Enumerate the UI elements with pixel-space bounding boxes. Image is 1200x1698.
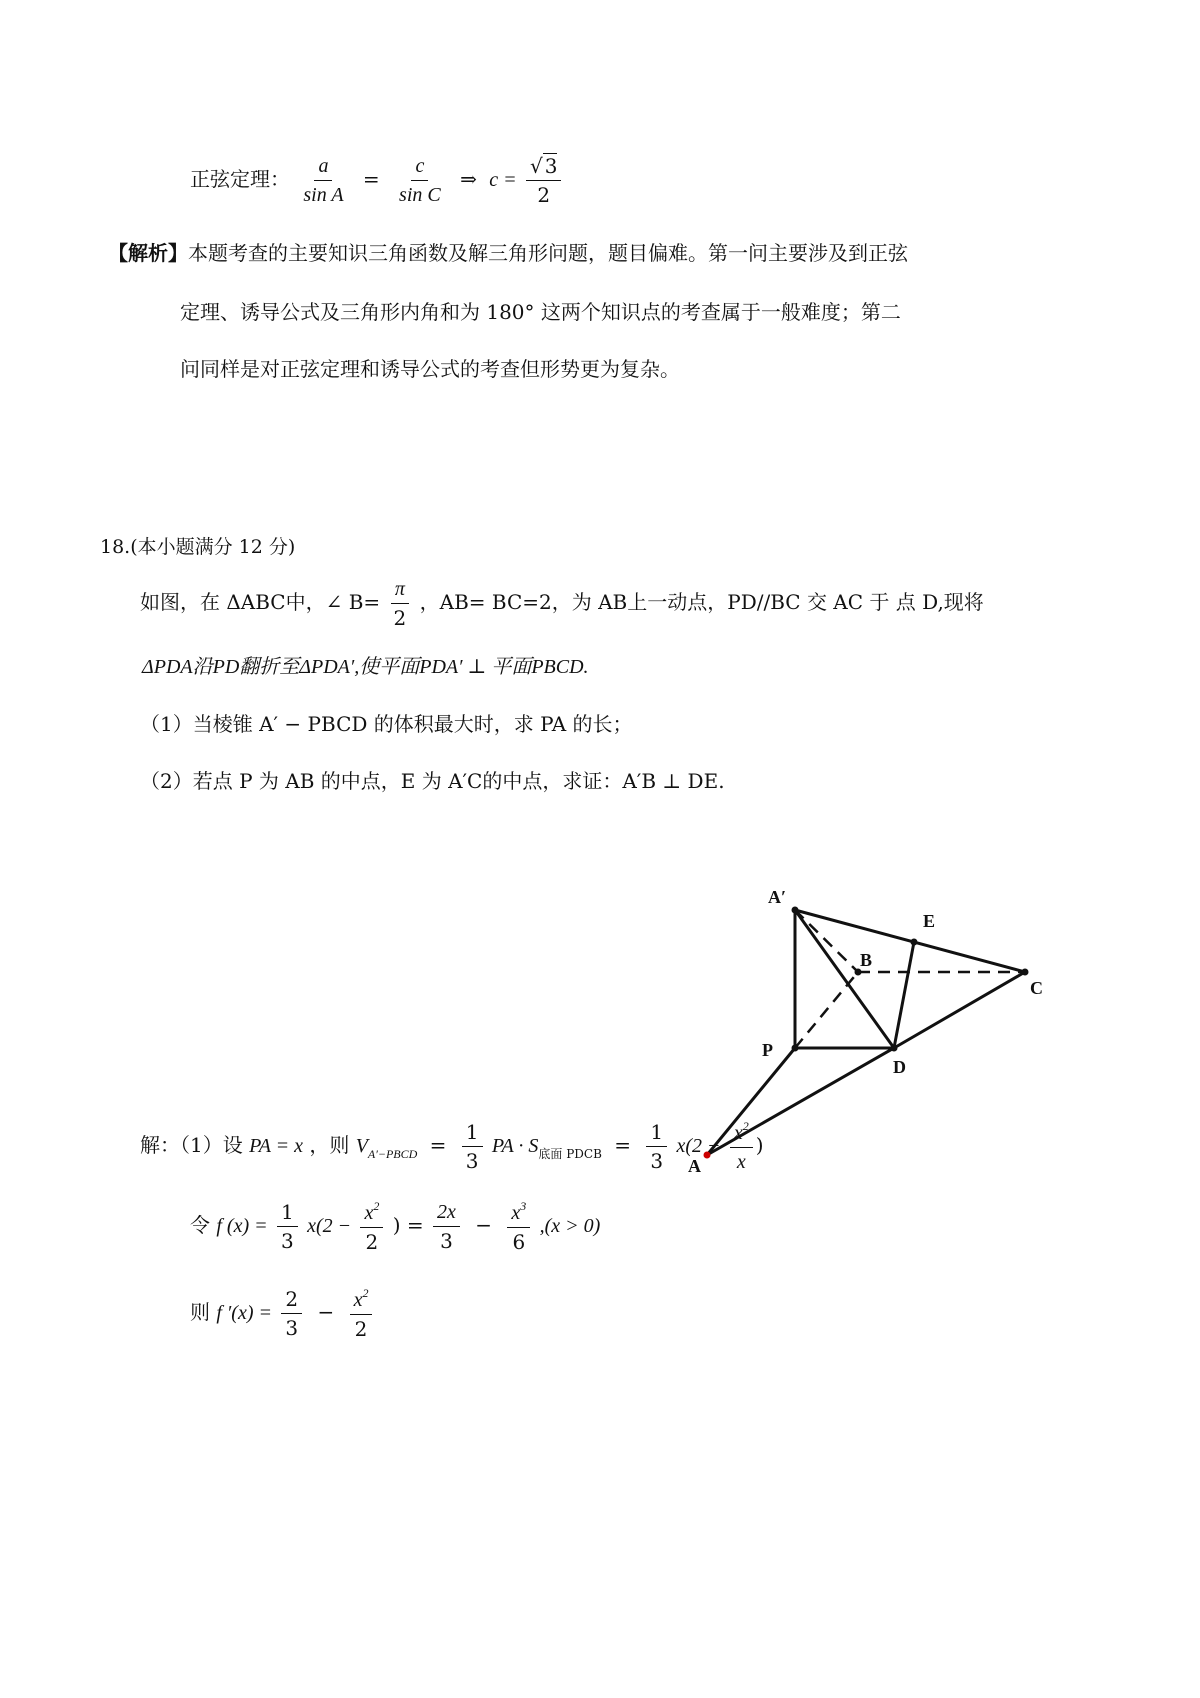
- frac-1-3: [646, 1121, 667, 1172]
- frac-num: [360, 1200, 383, 1228]
- x-var: x: [353, 1289, 363, 1311]
- label-D: D: [893, 1057, 906, 1077]
- label-B: B: [860, 950, 873, 970]
- pa-times-s: PA · S: [491, 1135, 539, 1157]
- frac-1-3: [277, 1201, 298, 1252]
- hidden-edge-P-B: [795, 972, 858, 1048]
- x-paren: x(2 −: [307, 1215, 352, 1237]
- frac-num: [730, 1120, 753, 1148]
- equals-sign: =: [429, 1133, 447, 1157]
- frac-1-3: [462, 1121, 483, 1172]
- frac-den: 2: [537, 183, 551, 207]
- frac-den: sin C: [399, 184, 441, 206]
- domain-condition: ,(x > 0): [539, 1215, 601, 1237]
- sol-pa-eq-x: PA = x: [249, 1135, 303, 1157]
- sol-pre: 解：（1）设: [140, 1133, 243, 1157]
- frac-num: 1: [462, 1121, 483, 1147]
- edge-E-D: [894, 942, 914, 1048]
- frac-den: 2: [354, 1317, 368, 1341]
- equals-sign: =: [362, 167, 380, 191]
- frac-x2-2: [350, 1287, 373, 1340]
- frac-den: 3: [285, 1316, 299, 1340]
- frac-num: 2: [281, 1288, 302, 1314]
- volume-symbol: V: [355, 1135, 368, 1157]
- x-paren: x(2 −: [676, 1135, 721, 1157]
- solution-line-2: [190, 1200, 600, 1253]
- frac-den: 3: [280, 1229, 294, 1253]
- frac-num: a: [314, 155, 332, 181]
- solution-line-1: [140, 1120, 764, 1173]
- frac-num: 2x: [433, 1201, 460, 1227]
- label-C: C: [1030, 978, 1043, 998]
- point-E: [911, 939, 918, 946]
- frac-den: 3: [440, 1229, 453, 1253]
- sol-then: ，则: [309, 1133, 350, 1157]
- sqrt-radicand: 3: [544, 154, 558, 178]
- analysis-line-3: 问同样是对正弦定理和诱导公式的考查但形势更为复杂。: [180, 357, 680, 381]
- frac-den: sin A: [303, 184, 344, 206]
- equals-sign: =: [614, 1133, 632, 1157]
- x-var: x: [511, 1202, 521, 1224]
- statement-pre: 如图，在 ΔABC中，∠ B=: [140, 590, 381, 614]
- analysis-line-2: 定理、诱导公式及三角形内角和为 180° 这两个知识点的考查属于一般难度；第二: [180, 300, 901, 324]
- statement-post: ，AB= BC=2，为 AB上一动点，PD//BC 交 AC 于 点 D,现将: [419, 590, 984, 614]
- label-A: A: [688, 1156, 701, 1176]
- question-2: （2）若点 P 为 AB 的中点，E 为 A′C的中点，求证：A′B ⊥ DE.: [140, 769, 725, 793]
- frac-den: 2: [365, 1230, 379, 1254]
- point-Aprime: [792, 907, 799, 914]
- frac-num: [350, 1287, 373, 1315]
- label-Aprime: A′: [768, 887, 787, 907]
- frac-num: √ 3: [526, 155, 561, 181]
- frac-num: [507, 1200, 530, 1228]
- frac-den: 2: [393, 606, 407, 630]
- point-D: [891, 1045, 898, 1052]
- c-equals: c =: [489, 169, 517, 191]
- frac-2-3: [281, 1288, 302, 1339]
- point-C: [1022, 969, 1029, 976]
- label-P: P: [762, 1040, 773, 1060]
- edge-D-C: [894, 972, 1025, 1048]
- minus-sign: −: [317, 1300, 335, 1324]
- label-E: E: [923, 911, 936, 931]
- frac-num: π: [391, 578, 409, 604]
- area-subscript: 底面 PDCB: [538, 1147, 602, 1161]
- implies-sign: ⇒: [460, 167, 477, 191]
- frac-num: c: [411, 155, 428, 181]
- f-of-x: f (x) =: [216, 1215, 268, 1237]
- x-var: x: [364, 1202, 374, 1224]
- frac-den: 3: [650, 1149, 664, 1173]
- sol2-pre: 令: [190, 1213, 210, 1237]
- exponent: 2: [373, 1199, 380, 1213]
- frac-num: 1: [277, 1201, 298, 1227]
- frac-2x-3: [433, 1201, 460, 1252]
- question-1: （1）当棱锥 A′ − PBCD 的体积最大时，求 PA 的长；: [140, 712, 633, 736]
- frac-den: 3: [465, 1149, 479, 1173]
- problem-header: 18.(本小题满分 12 分): [100, 536, 296, 558]
- f-prime-of-x: f ′(x) =: [216, 1302, 272, 1324]
- edge-Aprime-D: [795, 910, 894, 1048]
- exponent: 2: [362, 1286, 369, 1300]
- analysis-tag: 【解析】: [108, 241, 188, 265]
- exponent: 3: [520, 1199, 527, 1213]
- solution-line-3: [190, 1287, 375, 1340]
- volume-subscript: A′−PBCD: [367, 1147, 418, 1161]
- frac-x2-2: [360, 1200, 383, 1253]
- minus-sign: −: [475, 1213, 493, 1237]
- exponent: 2: [742, 1119, 749, 1133]
- sol3-pre: 则: [190, 1300, 210, 1324]
- analysis-text: 本题考查的主要知识三角函数及解三角形问题，题目偏难。第一问主要涉及到正弦: [188, 241, 908, 265]
- point-P: [792, 1045, 799, 1052]
- x-var: x: [733, 1122, 743, 1144]
- frac-num: 1: [646, 1121, 667, 1147]
- frac-x3-6: [507, 1200, 530, 1253]
- close-eq: ) =: [392, 1213, 424, 1237]
- sine-rule-label: 正弦定理：: [190, 167, 290, 191]
- frac-den: x: [736, 1151, 746, 1173]
- close-paren: ): [755, 1133, 764, 1157]
- problem-statement-line-2: ΔPDA沿PD翻折至ΔPDA′,使平面PDA′ ⊥ 平面PBCD.: [142, 656, 589, 678]
- frac-x2-x: [730, 1120, 753, 1173]
- frac-den: 6: [512, 1230, 526, 1254]
